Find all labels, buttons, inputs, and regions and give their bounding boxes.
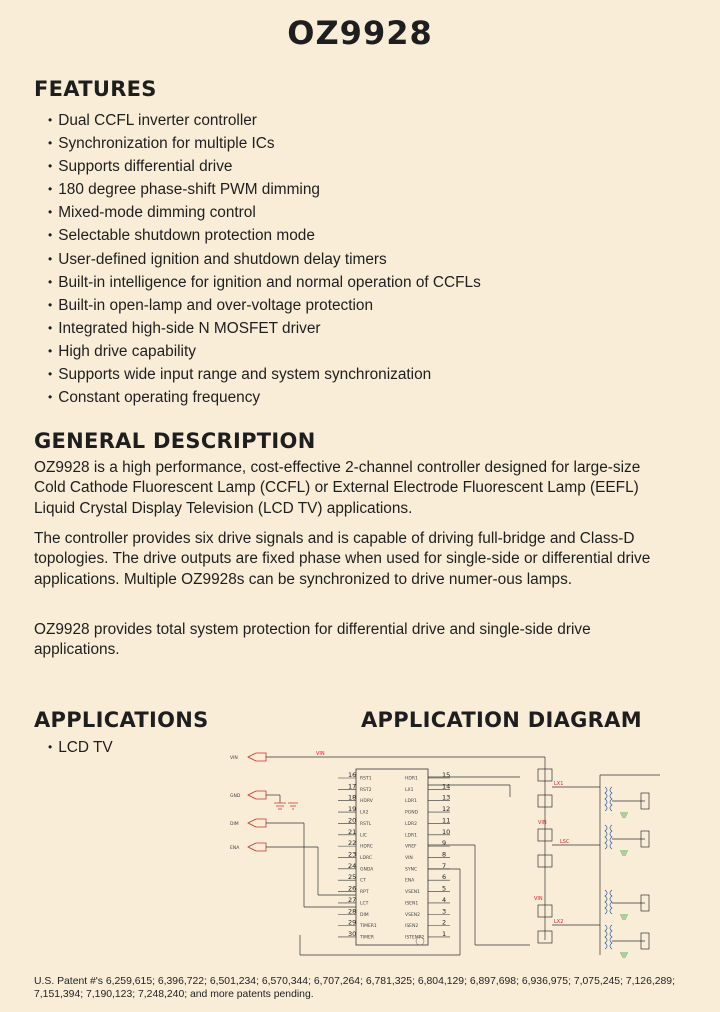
ic-right-pin-name: ISEN1	[405, 901, 419, 907]
ic-left-pin-name: RPT	[360, 890, 369, 896]
ic-right-pin-name: LDR1	[405, 799, 417, 805]
ic-left-pin-number: 18	[348, 793, 357, 802]
feature-item: • User-defined ignition and shutdown delay timers	[48, 248, 481, 271]
ic-right-pin-name: ENA	[405, 878, 415, 884]
ic-left-pin-name: CT	[360, 878, 366, 884]
ic-right-pin-number: 12	[442, 805, 451, 814]
input-label-gnd: GND	[230, 794, 241, 799]
ic-right-pin-number: 14	[442, 782, 451, 791]
ic-right-pin-name: PGND	[405, 810, 419, 816]
general-description-p3: OZ9928 provides total system protection for differential drive and single-side drive applications.	[34, 621, 591, 659]
ic-left-pin-number: 20	[348, 816, 357, 825]
ic-right-pin-number: 1	[442, 929, 447, 938]
net-label-lx1: LX1	[554, 781, 564, 787]
ic-left-pin-name: LX2	[360, 810, 369, 816]
input-label-vin: VIN	[230, 756, 238, 761]
ic-left-pin-name: GNDA	[360, 867, 374, 873]
feature-item: • Built-in open-lamp and over-voltage protection	[48, 294, 481, 317]
ic-left-pin-name: TIMER	[360, 935, 374, 941]
feature-item: • Integrated high-side N MOSFET driver	[48, 317, 481, 340]
ic-right-pin-number: 2	[442, 918, 447, 927]
feature-item: • Supports wide input range and system synchronization	[48, 363, 481, 386]
net-label-lsc: LSC	[560, 839, 570, 845]
ic-left-pin-name: TIMER1	[360, 924, 377, 930]
ic-right-pin-name: ISEN2	[405, 924, 419, 930]
features-list	[48, 109, 481, 409]
ic-right-pin-number: 13	[442, 793, 451, 802]
feature-item: • Constant operating frequency	[48, 386, 481, 409]
ic-right-pin-name: VREF	[405, 844, 417, 850]
ic-right-pin-name: HDR1	[405, 776, 418, 782]
net-label-vin-3: VIN	[534, 896, 543, 902]
ic-left-pin-name: RSTL	[360, 821, 372, 827]
input-label-ena: ENA	[230, 846, 240, 851]
ic-left-pin-name: LIC	[360, 833, 367, 839]
ic-right-pin-number: 10	[442, 827, 451, 836]
patent-notice: U.S. Patent #'s 6,259,615; 6,396,722; 6,501,234; 6,570,344; 6,707,264; 6,781,325; 6,804,129; 6,897,698; 6,936,975; 7,075,245; 7,126,289; 7,151,394; 7,190,123; 7,248,240; and more patents pending.	[34, 976, 675, 1001]
general-description-p2: The controller provides six drive signals and is capable of driving full-bridge and Class-D topologies. The drive outputs are fixed phase when used for single-side or differential drive applications. Multiple OZ9928s can be synchronized to drive numer-ous lamps.	[34, 530, 651, 588]
ic-left-pin-name: HDRV	[360, 799, 373, 805]
features-heading: FEATURES	[34, 77, 157, 101]
ic-right-pin-name: VIN	[405, 855, 413, 861]
ic-right-pin-number: 5	[442, 884, 447, 893]
feature-item: • Mixed-mode dimming control	[48, 201, 481, 224]
application-item: • LCD TV	[48, 739, 113, 757]
feature-item: • Synchronization for multiple ICs	[48, 132, 481, 155]
net-label-lx2: LX2	[554, 919, 564, 925]
ic-right-pin-number: 3	[442, 907, 447, 916]
applications-heading: APPLICATIONS	[34, 708, 209, 732]
ic-left-pin-number: 17	[348, 782, 357, 791]
ic-left-pin-number: 30	[348, 929, 357, 938]
ic-right-pin-name: SYNC	[405, 867, 418, 873]
ic-left-pin-number: 29	[348, 918, 357, 927]
ic-right-pin-name: VSEN2	[405, 912, 421, 918]
vin-net-label: VIN	[316, 751, 325, 757]
ic-right-pin-number: 4	[442, 895, 447, 904]
ic-right-pin-number: 9	[442, 839, 447, 848]
ic-left-pin-number: 21	[348, 827, 357, 836]
ic-right-pin-name: ISTEMP2	[405, 935, 425, 941]
ic-left-pin-name: RST1	[360, 776, 372, 782]
application-diagram	[220, 745, 670, 965]
general-description-p1: OZ9928 is a high performance, cost-effective 2-channel controller designed for large-size Cold Cathode Fluorescent Lamp (CCFL) or External Electrode Fluorescent Lamp (EEFL) Liquid Crystal Display Television (LCD TV) applications.	[34, 459, 641, 517]
ic-left-pin-name: HDRC	[360, 844, 373, 850]
net-label-vin-2: VIN	[538, 820, 547, 826]
ic-left-pin-number: 25	[348, 873, 357, 882]
ic-right-pin-number: 6	[442, 873, 447, 882]
ic-right-pin-name: LX1	[405, 787, 414, 793]
feature-item: • Dual CCFL inverter controller	[48, 109, 481, 132]
application-diagram-heading: APPLICATION DIAGRAM	[361, 708, 642, 732]
ic-left-pin-name: RST2	[360, 787, 372, 793]
ic-left-pin-number: 24	[348, 861, 357, 870]
ic-left-pin-number: 16	[348, 771, 357, 779]
ic-left-pin-number: 22	[348, 839, 357, 848]
ic-right-pin-number: 15	[442, 771, 451, 779]
ic-right-pin-number: 8	[442, 850, 447, 859]
ic-left-pin-name: LDRC	[360, 855, 373, 861]
ic-right-pin-name: LDR2	[405, 821, 417, 827]
ic-right-pin-number: 7	[442, 861, 447, 870]
ic-right-pin-name: LDR1	[405, 833, 417, 839]
ic-left-pin-name: LCT	[360, 901, 369, 907]
feature-item: • Selectable shutdown protection mode	[48, 224, 481, 247]
document-title: OZ9928	[287, 14, 433, 52]
ic-left-pin-number: 19	[348, 805, 357, 814]
feature-item: • Built-in intelligence for ignition and normal operation of CCFLs	[48, 271, 481, 294]
input-label-dim: DIM	[230, 822, 239, 827]
ic-left-pin-name: DIM	[360, 912, 369, 918]
ic-left-pin-number: 23	[348, 850, 357, 859]
feature-item: • 180 degree phase-shift PWM dimming	[48, 178, 481, 201]
ic-left-pin-number: 27	[348, 895, 357, 904]
general-description-heading: GENERAL DESCRIPTION	[34, 429, 316, 453]
ic-left-pin-number: 28	[348, 907, 357, 916]
ic-right-pin-name: VSEN1	[405, 890, 421, 896]
feature-item: • Supports differential drive	[48, 155, 481, 178]
applications-list	[48, 739, 113, 757]
ic-right-pin-number: 11	[442, 816, 451, 825]
ic-left-pin-number: 26	[348, 884, 357, 893]
feature-item: • High drive capability	[48, 340, 481, 363]
